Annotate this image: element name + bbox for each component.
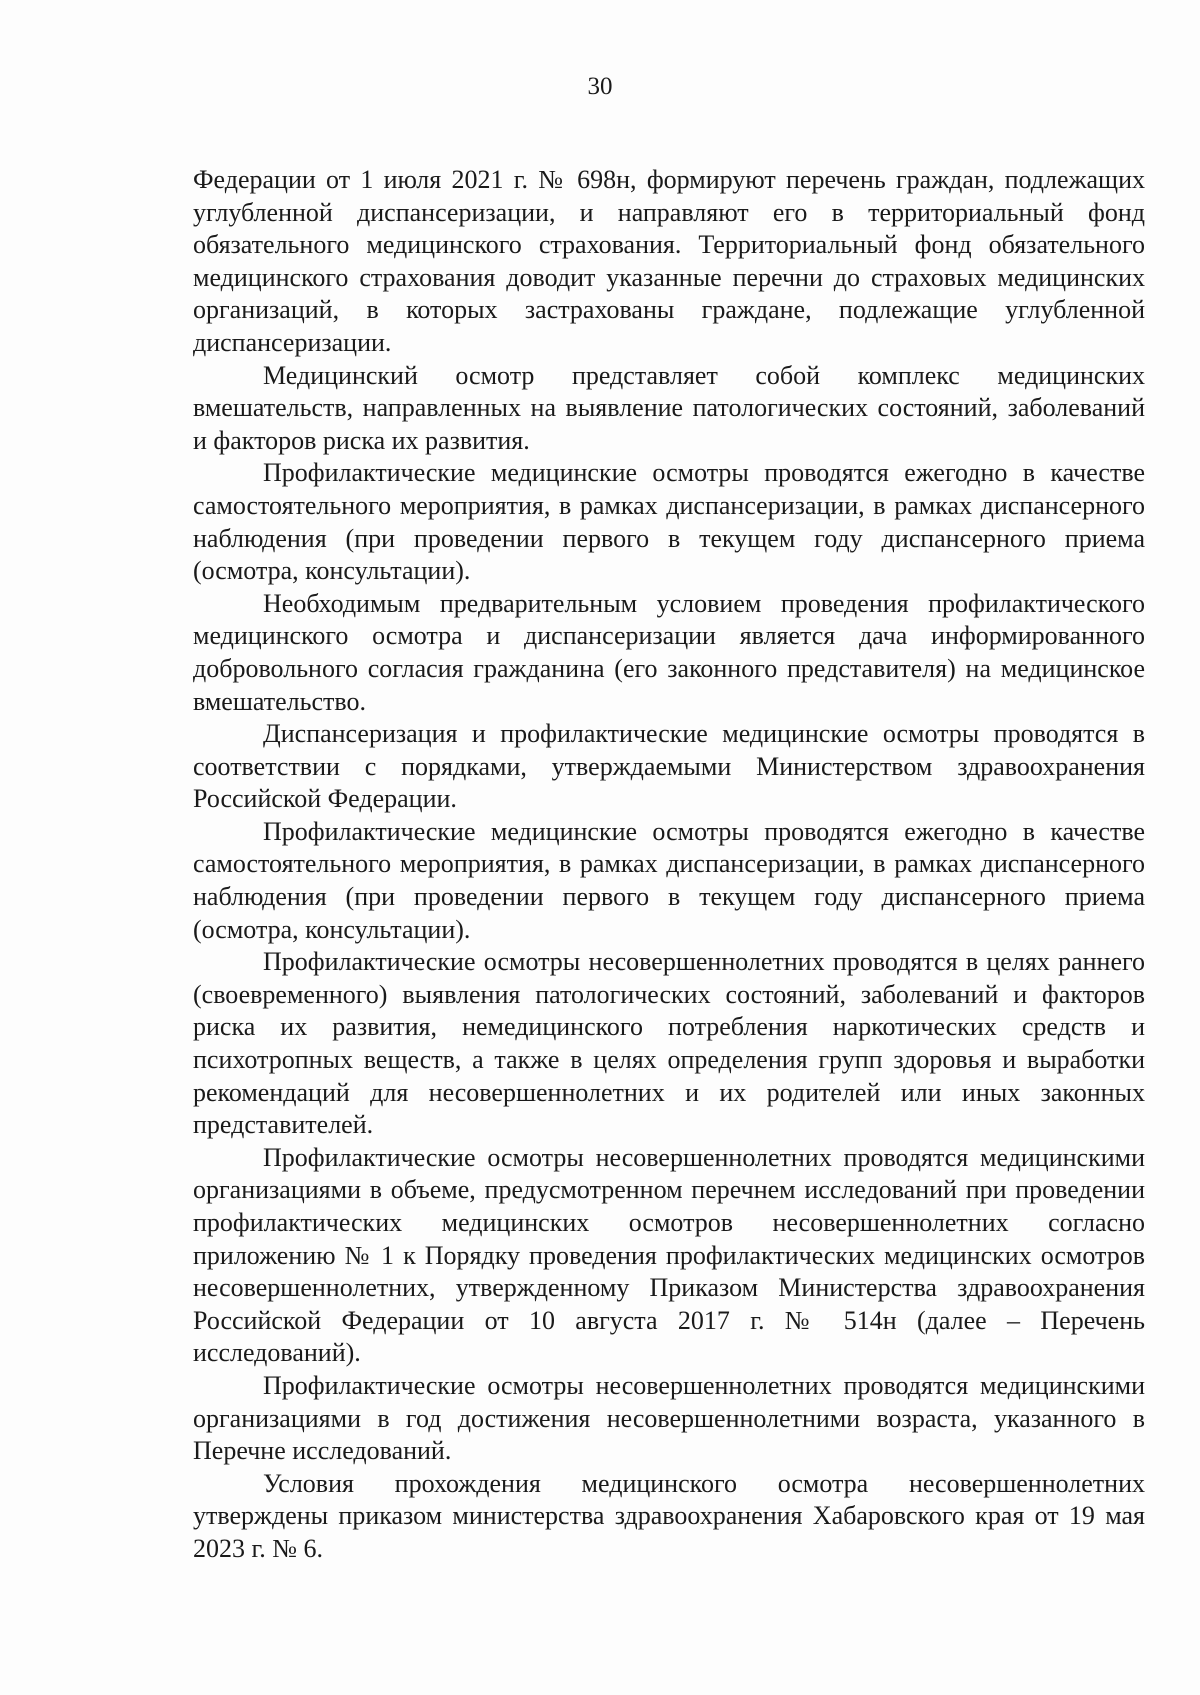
paragraph: Диспансеризация и профилактические медицинские осмотры проводятся в соответствии с порядками, утверждаемыми Министерством здравоохранения Российской Федерации.: [193, 719, 1145, 814]
document-body: [193, 164, 1145, 1566]
paragraph: Федерации от 1 июля 2021 г. № 698н, формируют перечень граждан, подлежащих углубленной диспансеризации, и направляют его в территориальный фонд обязательного медицинского страхования. Территориальный фонд обязательного медицинского страхования доводит указанные перечни до страховых медицинских организаций, в которых застрахованы граждане, подлежащие углубленной диспансеризации.: [193, 165, 1145, 357]
paragraph: Необходимым предварительным условием проведения профилактического медицинского осмотра и диспансеризации является дача информированного добровольного согласия гражданина (его законного представителя) на медицинское вмешательство.: [193, 588, 1145, 716]
paragraph: Условия прохождения медицинского осмотра несовершеннолетних утверждены приказом министерства здравоохранения Хабаровского края от 19 мая 2023 г. № 6.: [193, 1468, 1145, 1563]
paragraph: Медицинский осмотр представляет собой комплекс медицинских вмешательств, направленных на выявление патологических состояний, заболеваний и факторов риска их развития.: [193, 360, 1145, 455]
paragraph: Профилактические осмотры несовершеннолетних проводятся медицинскими организациями в объеме, предусмотренном перечнем исследований при проведении профилактических медицинских осмотров несовершеннолетних согласно приложению № 1 к Порядку проведения профилактических медицинских осмотров несовершеннолетних, утвержденному Приказом Министерства здравоохранения Российской Федерации от 10 августа 2017 г. № 514н (далее – Перечень исследований).: [193, 1142, 1145, 1368]
page-number: 30: [587, 73, 613, 100]
paragraph: Профилактические осмотры несовершеннолетних проводятся в целях раннего (своевременного) выявления патологических состояний, заболеваний и факторов риска их развития, немедицинского потребления наркотических средств и психотропных веществ, а также в целях определения групп здоровья и выработки рекомендаций для несовершеннолетних и их родителей или иных законных представителей.: [193, 947, 1145, 1140]
paragraph: Профилактические осмотры несовершеннолетних проводятся медицинскими организациями в год достижения несовершеннолетними возраста, указанного в Перечне исследований.: [193, 1370, 1145, 1466]
paragraph: Профилактические медицинские осмотры проводятся ежегодно в качестве самостоятельного мероприятия, в рамках диспансеризации, в рамках диспансерного наблюдения (при проведении первого в текущем году диспансерного приема (осмотра, консультации).: [193, 816, 1145, 944]
paragraph: Профилактические медицинские осмотры проводятся ежегодно в качестве самостоятельного мероприятия, в рамках диспансеризации, в рамках диспансерного наблюдения (при проведении первого в текущем году диспансерного приема (осмотра, консультации).: [193, 458, 1145, 586]
